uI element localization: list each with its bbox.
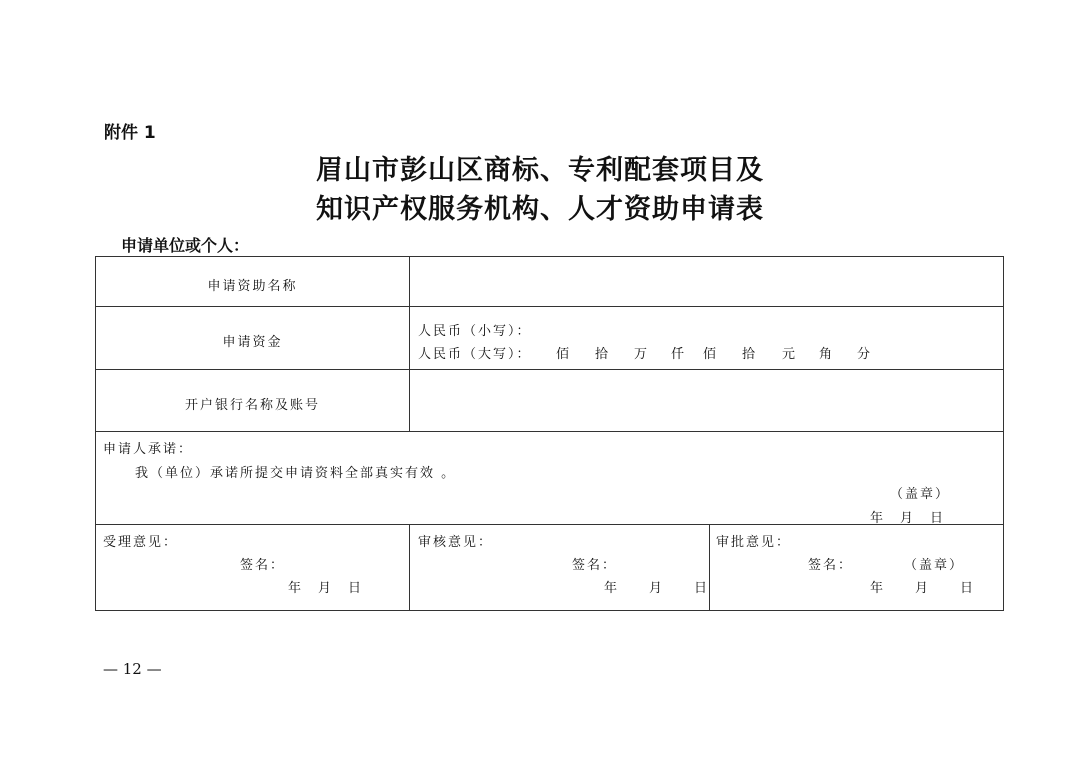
approval-date: 年 月 日 [870,581,976,596]
amount-unit: 角 [819,347,835,362]
reception-signature: 签名： [240,558,286,573]
table-border-bottom [95,610,1004,611]
attachment-label: 附件 1 [104,123,156,143]
commitment-text: 我（单位）承诺所提交申请资料全部真实有效 。 [135,466,457,481]
commitment-heading: 申请人承诺： [103,442,194,457]
amount-unit: 元 [782,347,798,362]
page-number: — 12 — [103,660,162,678]
amount-unit: 仟 [671,347,687,362]
amount-unit: 万 [634,347,650,362]
reception-date: 年 月 日 [288,581,364,596]
column-divider [409,524,410,611]
review-signature: 签名： [572,558,618,573]
amount-unit: 拾 [595,347,611,362]
approval-signature: 签名： [808,558,854,573]
row-divider [95,306,1004,307]
row-divider [95,524,1004,525]
commitment-seal: （盖章） [890,487,951,502]
commitment-date: 年 月 日 [870,511,946,526]
column-divider [709,524,710,611]
amount-upper-label: 人民币（大写）： [418,347,532,362]
funding-name-label: 申请资助名称 [207,279,298,294]
row-divider [95,369,1004,370]
column-divider [409,256,410,432]
bank-label: 开户银行名称及账号 [184,398,320,413]
row-divider [95,431,1004,432]
review-heading: 审核意见： [418,535,494,550]
amount-unit: 分 [857,347,873,362]
form-title-line-1: 眉山市彭山区商标、专利配套项目及 [316,155,764,186]
amount-unit: 佰 [703,347,719,362]
amount-unit: 佰 [556,347,572,362]
approval-seal: （盖章） [904,558,965,573]
amount-unit: 拾 [742,347,758,362]
approval-heading: 审批意见： [716,535,792,550]
table-border-right [1003,256,1004,611]
reception-heading: 受理意见： [103,535,179,550]
review-date: 年 月 日 [604,581,710,596]
table-border-top [95,256,1004,257]
form-title-line-2: 知识产权服务机构、人才资助申请表 [316,194,764,225]
amount-label: 申请资金 [222,335,283,350]
table-border-left [95,256,96,611]
amount-lower-label: 人民币（小写）： [418,324,532,339]
applicant-label: 申请单位或个人： [121,236,250,255]
